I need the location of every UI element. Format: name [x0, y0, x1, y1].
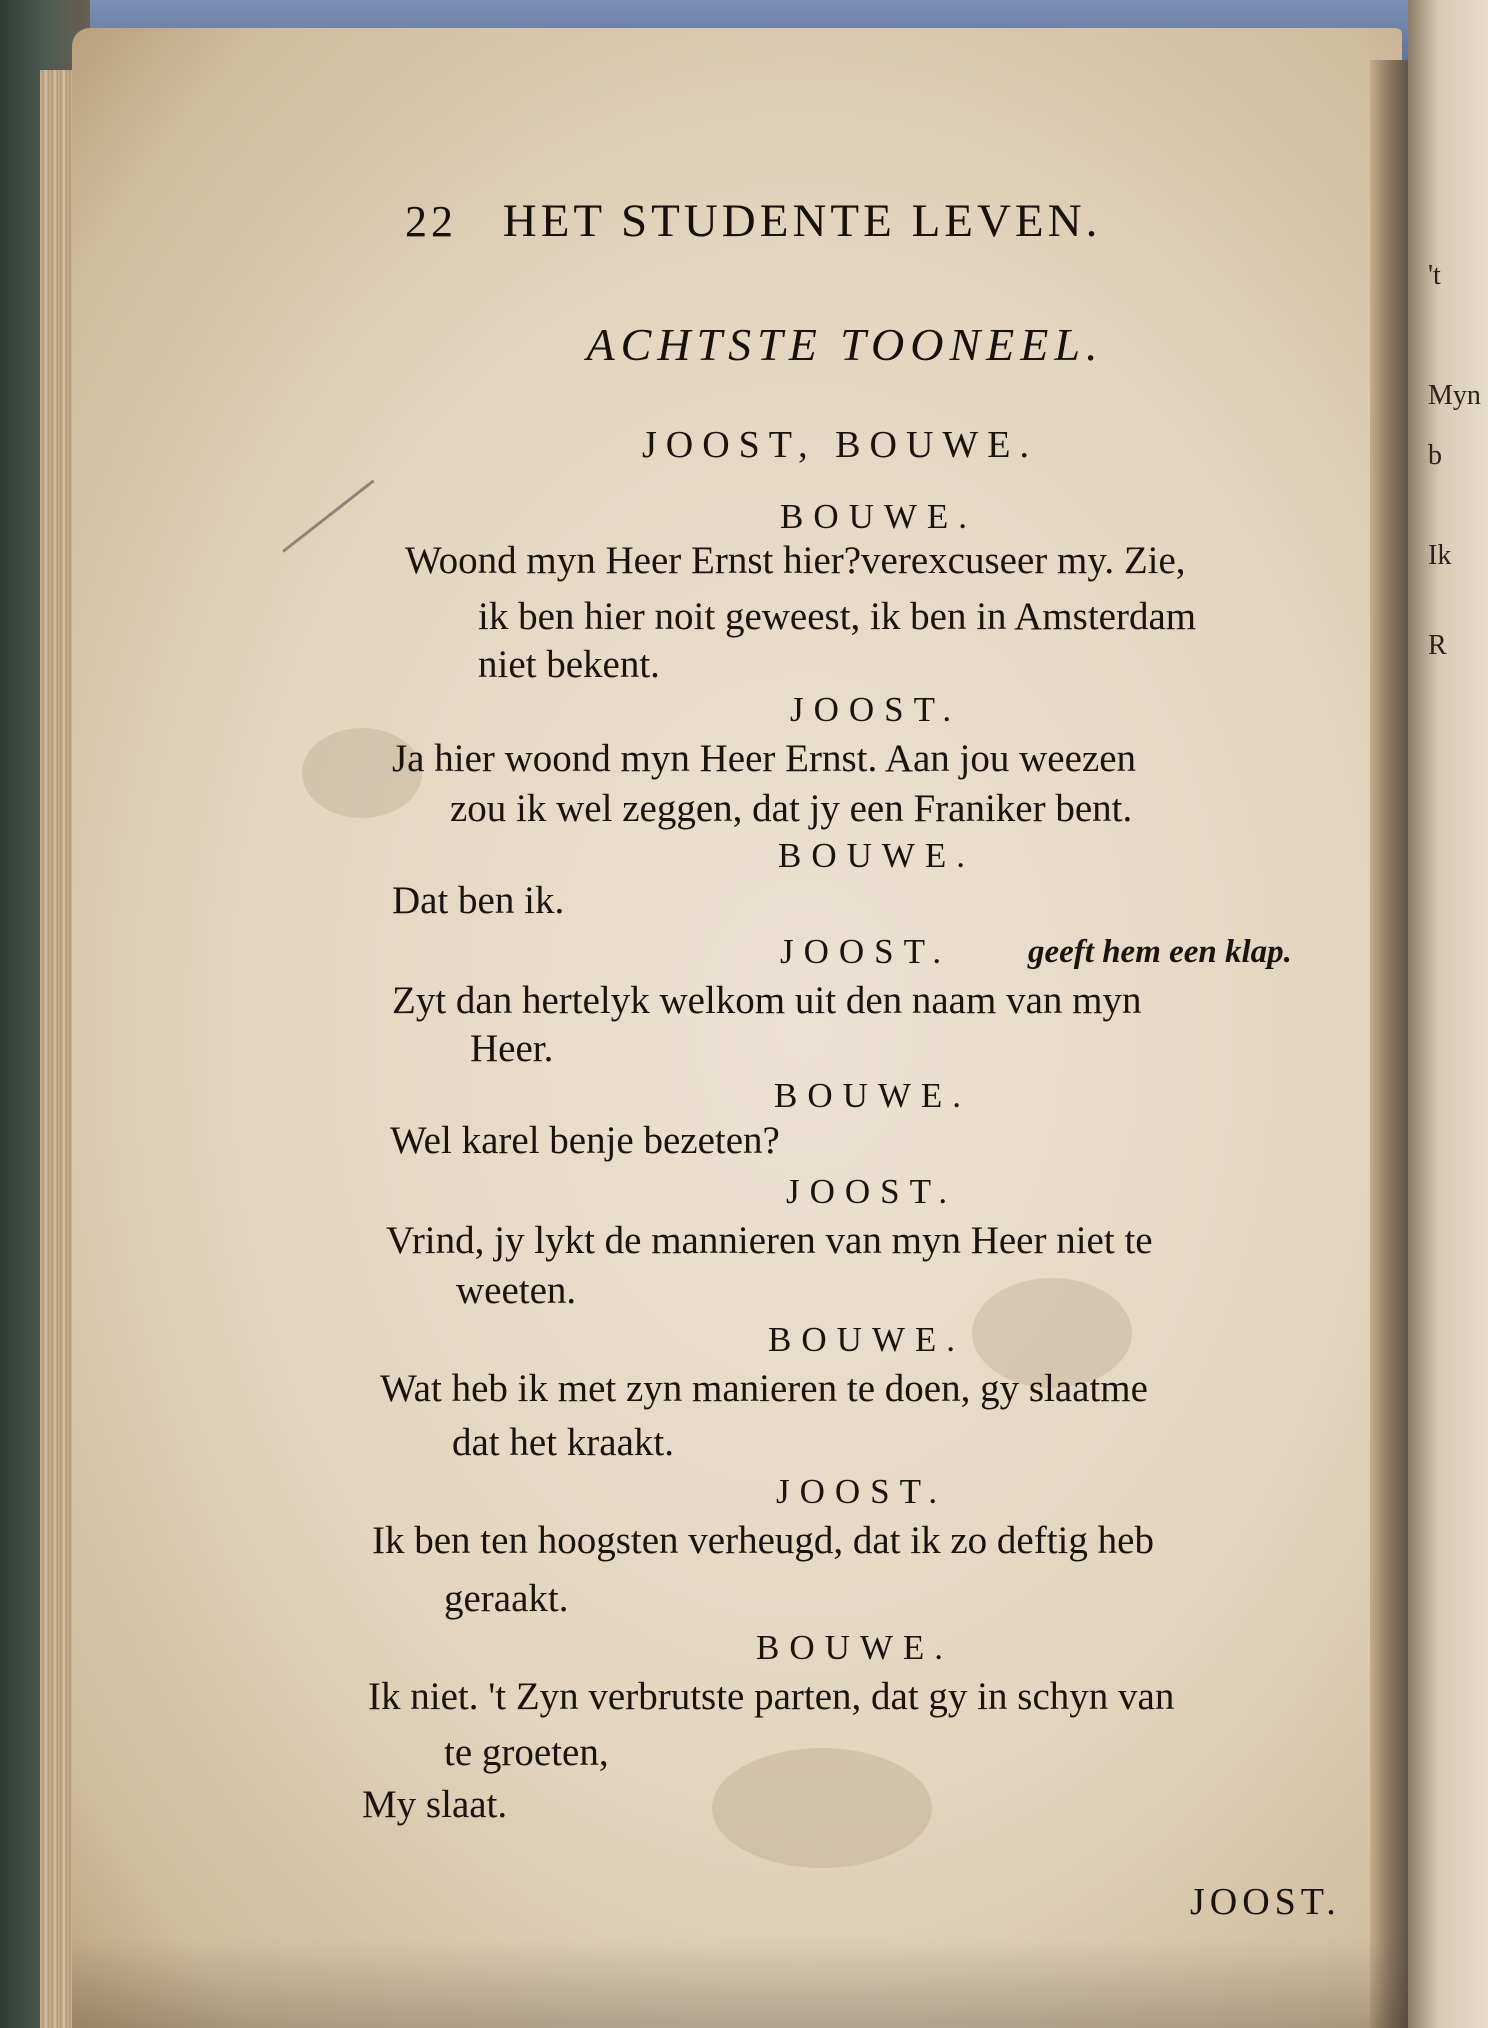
facing-page-fragment: R	[1428, 630, 1447, 661]
speaker-name: JOOST.	[786, 1172, 958, 1211]
dialogue-line: Heer.	[470, 1027, 554, 1070]
scene-cast: JOOST, BOUWE.	[641, 424, 1038, 466]
page-shadow	[72, 1940, 1408, 2028]
stage-direction: geeft hem een klap.	[1028, 934, 1292, 970]
page-number: 22	[405, 197, 457, 246]
dialogue-line: dat het kraakt.	[452, 1421, 674, 1464]
dialogue-line: Woond myn Heer Ernst hier?verexcuseer my. Zie,	[405, 539, 1186, 582]
facing-page-fragment: Myn	[1428, 380, 1481, 411]
facing-page-fragment: Ik	[1428, 540, 1452, 571]
running-head	[405, 194, 1255, 248]
facing-page-fragment: b	[1428, 440, 1442, 471]
dialogue-line: ik ben hier noit geweest, ik ben in Amsterdam	[478, 595, 1197, 638]
scene-title: ACHTSTE TOONEEL.	[586, 319, 1104, 370]
catchword: JOOST.	[1190, 1881, 1341, 1923]
dialogue-line: weeten.	[456, 1269, 577, 1312]
dialogue-line: Wat heb ik met zyn manieren te doen, gy slaatme	[380, 1367, 1148, 1410]
speaker-name: JOOST.	[780, 932, 952, 971]
speaker-name: JOOST.	[790, 690, 962, 729]
speaker-name: BOUWE.	[778, 836, 976, 875]
dialogue-line: geraakt.	[444, 1577, 569, 1620]
dialogue-line: Ja hier woond myn Heer Ernst. Aan jou weezen	[392, 737, 1137, 780]
speaker-name: JOOST.	[776, 1472, 948, 1511]
dialogue-line: Vrind, jy lykt de mannieren van myn Heer niet te	[386, 1219, 1153, 1262]
dialogue-line: Zyt dan hertelyk welkom uit den naam van myn	[392, 979, 1142, 1022]
facing-page-fragment: 't	[1428, 260, 1441, 291]
dialogue-line: te groeten,	[444, 1731, 609, 1774]
speaker-name: BOUWE.	[780, 497, 978, 536]
speaker-name: BOUWE.	[774, 1076, 972, 1115]
dialogue-line: niet bekent.	[478, 643, 660, 686]
dialogue-line: Ik niet. 't Zyn verbrutste parten, dat gy in schyn van	[368, 1675, 1175, 1718]
speaker-name: BOUWE.	[756, 1628, 954, 1667]
dialogue-line: My slaat.	[362, 1783, 508, 1826]
running-title: HET STUDENTE LEVEN.	[502, 195, 1102, 247]
dialogue-line: Dat ben ik.	[392, 879, 565, 922]
dialogue-line: zou ik wel zeggen, dat jy een Franiker bent.	[450, 787, 1133, 830]
dialogue-line: Wel karel benje bezeten?	[390, 1119, 780, 1162]
dialogue-line: Ik ben ten hoogsten verheugd, dat ik zo deftig heb	[372, 1519, 1154, 1562]
speaker-name: BOUWE.	[768, 1320, 966, 1359]
